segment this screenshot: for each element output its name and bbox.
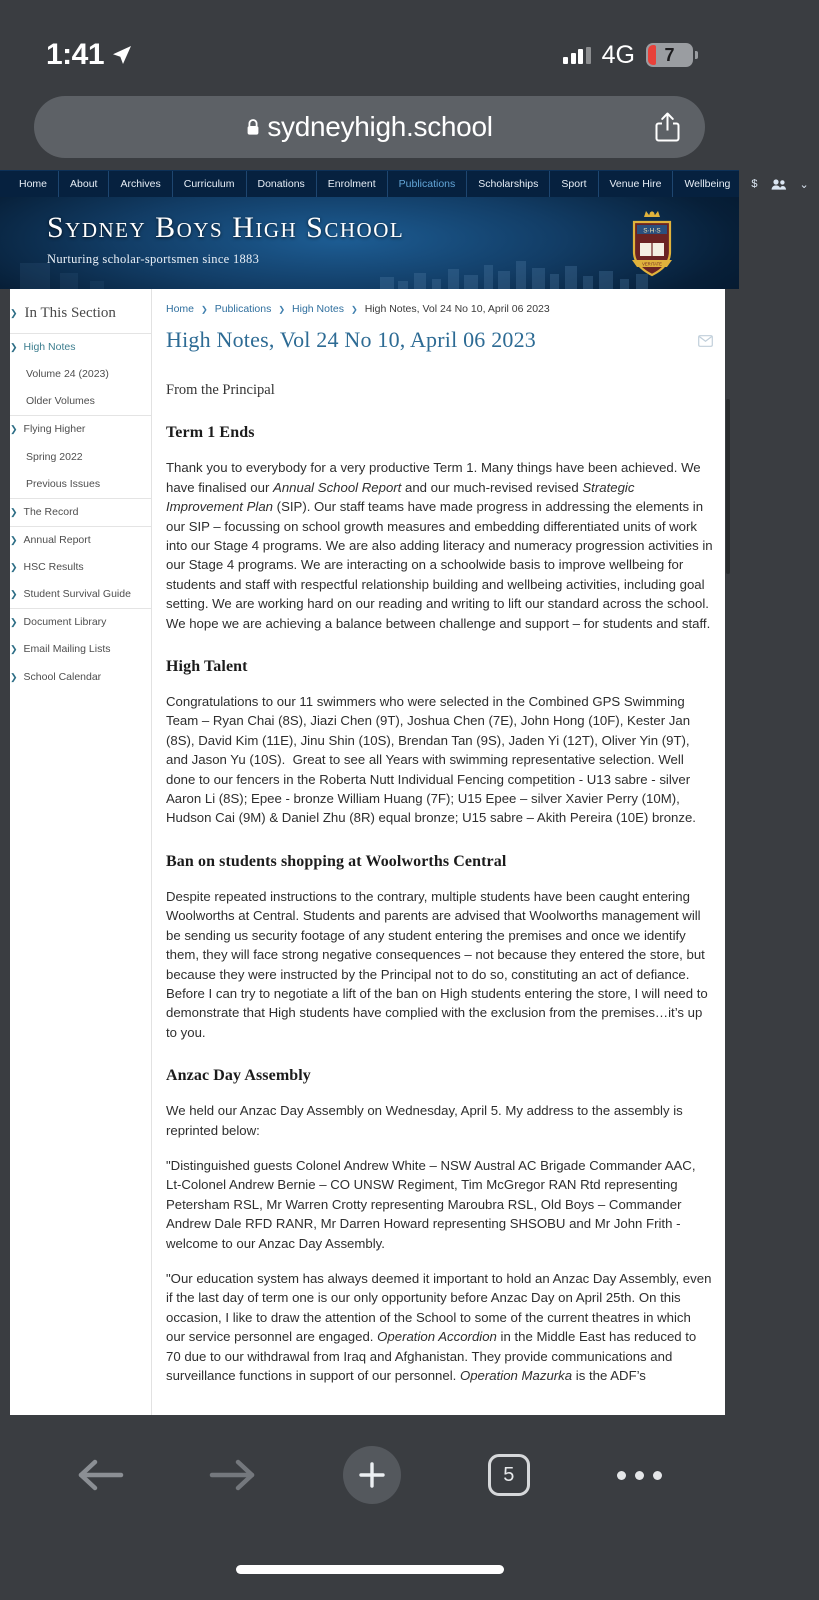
people-icon[interactable]: [771, 178, 787, 190]
nav-item-publications[interactable]: Publications: [388, 171, 468, 197]
url-display[interactable]: [246, 111, 492, 143]
address-bar[interactable]: [34, 96, 705, 158]
school-tagline: Nurturing scholar-sportsmen since 1883: [47, 252, 260, 266]
site-banner: [0, 197, 739, 289]
sidebar-item-previous-issues[interactable]: [0, 471, 151, 498]
sidebar-item-flying-higher[interactable]: [0, 416, 151, 443]
section-body-term-1-ends: Thank you to everybody for a very productive Term 1. Many things have been achieved. We have finalised our Annual School Report and our much-revised revised Strategic Improvement Plan (SIP). Our staff teams have made progress in addressing the elements in our SIP – focussing on school growth measures and embedding differentiated units of work into our Stage 4 programs. We are also adding literacy and numeracy progression activities in our Stage 4 programs. We are interacting on a schoolwide basis to improve wellbeing for students and staff with respectful relationship building and wellbeing activities, including goal setting. We are working hard on our reading and writing to lift our standard across the school. We hope we are achieving a balance between challenge and support – for students and staff.: [166, 460, 713, 631]
chevron-right-icon: ❯: [10, 342, 18, 353]
sidebar-item-label: High Notes: [23, 341, 76, 353]
chevron-right-icon: ❯: [10, 562, 18, 573]
toolbar-buttons: [0, 1415, 739, 1535]
chevron-right-icon: ❯: [10, 424, 18, 435]
status-bar-right: [563, 41, 693, 70]
forward-arrow-icon[interactable]: [210, 1455, 256, 1495]
breadcrumb-separator: ❯: [351, 304, 358, 314]
sidebar-item-label: Older Volumes: [26, 395, 95, 408]
battery-percent: 7: [664, 44, 675, 65]
nav-item-venue-hire[interactable]: Venue Hire: [599, 171, 674, 197]
sidebar-item-older-volumes[interactable]: [0, 388, 151, 415]
breadcrumb-high-notes[interactable]: High Notes: [292, 303, 344, 315]
sidebar-group-the-record: [0, 498, 151, 526]
breadcrumb-separator: ❯: [278, 304, 286, 314]
plus-icon: [357, 1460, 387, 1490]
nav-item-sport[interactable]: Sport: [550, 171, 598, 197]
sidebar-item-label: Document Library: [23, 616, 107, 629]
chevron-right-icon: ❯: [10, 534, 18, 545]
school-name: Sydney Boys High School: [47, 211, 405, 244]
sidebar-item-school-calendar[interactable]: [0, 664, 151, 691]
nav-item-enrolment[interactable]: Enrolment: [317, 171, 388, 197]
section-body-woolworths-ban: Despite repeated instructions to the contrary, multiple students have been caught entering Woolworths at Central. Students and parents are advised that Woolworths management will be sending us security footage of any student entering the premises and once we identify them, they will face strong negative consequences – not because they entered the store, but because they were instructed by the Principal not to do so, constituting an act of defiance. Before I can try to negotiate a lift of the ban on High students entering the store, I will need to demonstrate that High students have complied with the exclusion from the premises…it’s up to you.: [166, 888, 708, 1040]
sidebar-item-email-mailing-lists[interactable]: [0, 636, 151, 663]
breadcrumb-publications[interactable]: Publications: [214, 303, 272, 315]
breadcrumb-home[interactable]: Home: [166, 303, 195, 315]
nav-item-scholarships[interactable]: Scholarships: [467, 171, 550, 197]
nav-item-home[interactable]: Home: [8, 171, 59, 197]
section-heading-woolworths-ban: Ban on students shopping at Woolworths Central: [166, 852, 507, 870]
sidebar-item-label: Student Survival Guide: [23, 588, 131, 601]
banner-text: [47, 211, 404, 267]
sidebar-item-label: Volume 24 (2023): [26, 368, 109, 381]
sidebar-item-label: Previous Issues: [26, 477, 101, 490]
sidebar-item-label: Flying Higher: [23, 423, 86, 436]
email-icon[interactable]: [698, 327, 713, 347]
nav-item-donations[interactable]: Donations: [247, 171, 317, 197]
quote-paragraph-guests: "Distinguished guests Colonel Andrew White – NSW Austral AC Brigade Commander AAC, Lt-Colonel Andrew Bernie – CO UNSW Regiment, Tim McGregor RAN Rtd representing Petersham RSL, Mr Warren Crotty representing Maroubra RSL, Old Boys – Commander Andrew Dale RFD RANR, Mr Darren Howard representing SHSOBU and Mr John Frith - welcome to our Anzac Day Assembly.: [166, 1157, 696, 1251]
sidebar-item-label: The Record: [23, 505, 79, 518]
section-sidebar: [0, 289, 152, 1415]
article-kicker: From the Principal: [166, 382, 275, 399]
sidebar-group-resources: [0, 608, 151, 690]
site-navigation: [0, 170, 809, 197]
svg-text:VERITATE: VERITATE: [642, 261, 662, 267]
chevron-right-icon: ❯: [10, 506, 18, 517]
section-heading-anzac-day-assembly: Anzac Day Assembly: [166, 1067, 311, 1085]
breadcrumb: [166, 301, 713, 327]
browser-toolbar: [0, 1415, 739, 1600]
chevron-right-icon: ❯: [10, 589, 18, 600]
nav-item-archives[interactable]: Archives: [109, 171, 172, 197]
article-body: [152, 289, 739, 1415]
chevron-down-icon[interactable]: ⌄: [799, 178, 809, 191]
share-button[interactable]: [654, 112, 681, 143]
nav-item-about[interactable]: About: [59, 171, 109, 197]
tab-count-button[interactable]: 5: [488, 1454, 530, 1496]
breadcrumb-current: High Notes, Vol 24 No 10, April 06 2023: [364, 303, 550, 315]
address-bar-container: [0, 88, 739, 170]
quote-paragraph-education-system: "Our education system has always deemed it important to hold an Anzac Day Assembly, even if the last day of term one is our only opportunity before Anzac Day on April 25th. On this occasion, I like to draw the attention of the School to some of the current theatres in which our service personnel are engaged. Operation Accordion in the Middle East has reduced to 70 due to our withdrawal from Iraq and Afghanistan. They provide communications and surveillance functions in support of our personnel. Operation Mazurka is the ADF’s: [166, 1270, 712, 1384]
sidebar-heading-label: In This Section: [24, 305, 116, 321]
sidebar-item-hsc-results[interactable]: [0, 554, 151, 581]
sidebar-group-reports: [0, 526, 151, 608]
sidebar-group-flying-higher: [0, 415, 151, 497]
sidebar-group-high-notes: [0, 333, 151, 415]
more-dots-icon[interactable]: [617, 1471, 662, 1480]
clock: 1:41: [46, 38, 105, 71]
sidebar-item-spring-2022[interactable]: [0, 444, 151, 471]
battery-indicator: [646, 43, 693, 67]
chevron-right-icon: ❯: [10, 644, 18, 655]
cellular-bars-icon: [563, 47, 591, 64]
sidebar-item-label: HSC Results: [23, 561, 84, 573]
section-body-high-talent: Congratulations to our 11 swimmers who were selected in the Combined GPS Swimming Team – Ryan Chai (8S), Jiazi Chen (9T), Joshua Chen (7E), John Hong (10F), Kester Jan (8S), David Kim (11E), Jinu Shin (10S), Brendan Tan (9S), Jaden Yi (12T), Oliver Yin (9T), and Jason Yu (10S). Great to see all Years with swimming representative selection. Well done to our fencers in the Roberta Nutt Individual Fencing competition - U13 sabre - silver Aaron Li (8S); Epee - bronze William Huang (7F); U15 Epee – silver Xavier Perry (10M), Hudson Cai (9M) & Daniel Zhu (8R) equal bronze; U15 sabre – Akith Pereira (10E) bronze.: [166, 694, 696, 826]
status-bar: [0, 0, 739, 88]
sidebar-item-label: School Calendar: [23, 670, 102, 683]
location-arrow-icon: [112, 45, 132, 65]
nav-icon-group: [741, 178, 818, 191]
sidebar-item-high-notes[interactable]: [0, 334, 151, 361]
article-title-row: [166, 327, 713, 353]
sidebar-item-label: Annual Report: [23, 533, 91, 546]
school-crest-icon: [623, 208, 681, 280]
page-title: High Notes, Vol 24 No 10, April 06 2023: [166, 327, 537, 352]
page-scrollbar[interactable]: [726, 399, 730, 574]
sidebar-item-volume-24[interactable]: [0, 361, 151, 388]
svg-text:S·H·S: S·H·S: [643, 227, 661, 235]
nav-item-wellbeing[interactable]: Wellbeing: [684, 178, 731, 190]
sidebar-item-document-library[interactable]: [0, 609, 151, 636]
sidebar-item-label: Email Mailing Lists: [23, 643, 111, 656]
page-left-edge: [0, 289, 10, 1415]
page-content: [0, 289, 739, 1415]
chevron-right-icon: ❯: [10, 617, 18, 628]
new-tab-button[interactable]: [343, 1446, 401, 1504]
battery-fill: [648, 45, 656, 65]
home-indicator: [236, 1565, 504, 1574]
web-page: [0, 170, 809, 1415]
chevron-right-icon: ❯: [10, 308, 18, 318]
url-text: sydneyhigh.school: [267, 111, 493, 142]
sidebar-item-label: Spring 2022: [26, 450, 83, 463]
sidebar-item-annual-report[interactable]: [0, 527, 151, 554]
section-body-anzac-day-assembly: We held our Anzac Day Assembly on Wednesday, April 5. My address to the assembly is reprinted below:: [166, 1103, 683, 1138]
nav-item-curriculum[interactable]: Curriculum: [173, 171, 247, 197]
section-heading-term-1-ends: Term 1 Ends: [166, 424, 255, 442]
lock-icon: [246, 119, 260, 136]
breadcrumb-separator: ❯: [201, 304, 208, 314]
sidebar-item-student-survival-guide[interactable]: [0, 581, 151, 608]
section-heading-high-talent: High Talent: [166, 658, 248, 676]
status-bar-left: [46, 38, 132, 72]
chevron-right-icon: ❯: [10, 671, 18, 682]
donate-dollar-icon[interactable]: $: [751, 178, 758, 190]
back-arrow-icon[interactable]: [77, 1455, 123, 1495]
sidebar-heading: [0, 297, 151, 333]
network-label: 4G: [601, 40, 635, 69]
sidebar-item-the-record[interactable]: [0, 499, 151, 526]
